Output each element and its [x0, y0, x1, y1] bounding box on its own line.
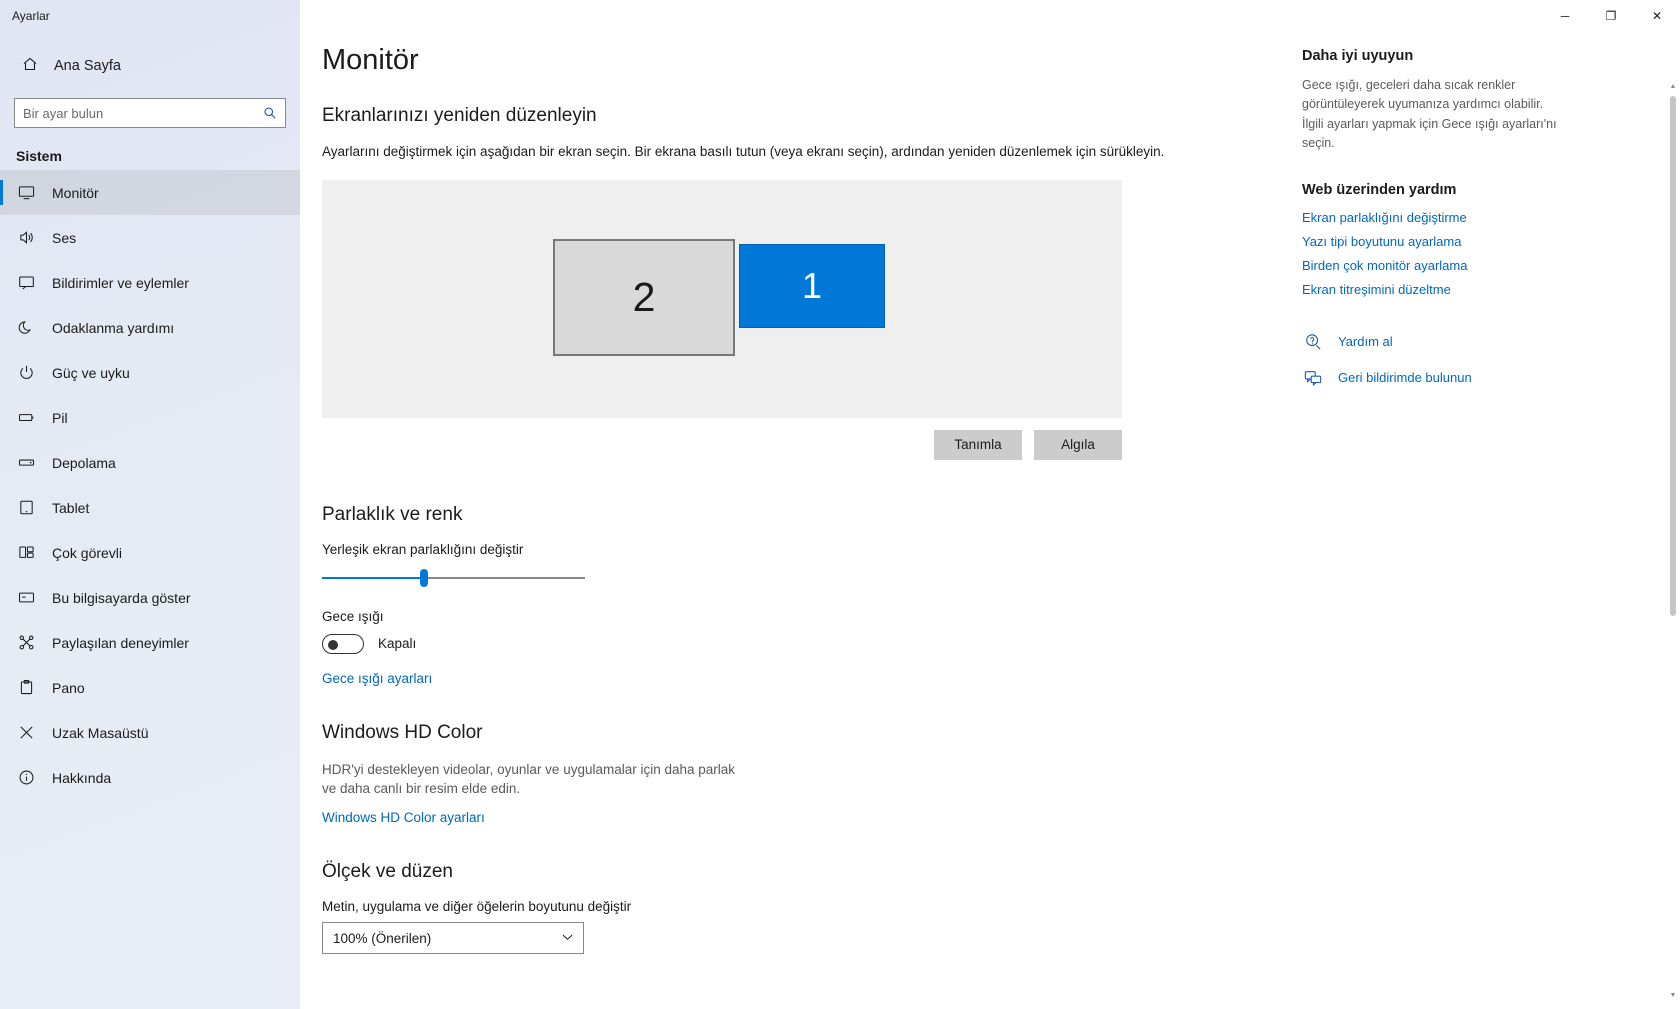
sidebar-label-focus-assist: Odaklanma yardımı: [52, 319, 175, 336]
night-light-label: Gece ışığı: [322, 608, 384, 624]
settings-column: [322, 44, 1302, 954]
sidebar-item-power-sleep[interactable]: [0, 350, 300, 395]
scroll-up-arrow[interactable]: ▲: [1669, 82, 1677, 90]
home-icon: [20, 56, 40, 76]
sidebar-item-battery[interactable]: [0, 395, 300, 440]
monitor-action-buttons: [322, 430, 1122, 460]
web-help-heading: Web üzerinden yardım: [1302, 181, 1457, 198]
search-wrapper: [0, 98, 300, 128]
sidebar-label-storage: Depolama: [52, 454, 116, 471]
speaker-icon: [16, 229, 36, 246]
sidebar-item-storage[interactable]: [0, 440, 300, 485]
sidebar-label-battery: Pil: [52, 409, 68, 426]
sidebar-section-title: Sistem: [16, 148, 62, 164]
sidebar-label-monitor: Monitör: [52, 184, 99, 201]
slider-thumb[interactable]: [420, 569, 428, 587]
remote-desktop-icon: [16, 724, 36, 741]
scale-selected-option: 100% (Önerilen): [333, 930, 432, 946]
rearrange-heading: Ekranlarınızı yeniden düzenleyin: [322, 105, 597, 126]
tablet-icon: [16, 499, 36, 516]
close-button[interactable]: ✕: [1634, 0, 1680, 32]
multitasking-icon: [16, 544, 36, 561]
scale-heading: Ölçek ve düzen: [322, 861, 453, 883]
hdr-description: HDR'yi destekleyen videolar, oyunlar ve uygulamalar için daha parlak ve daha canlı bir resim elde edin.: [322, 761, 736, 797]
brightness-slider[interactable]: [322, 567, 585, 589]
clipboard-icon: [16, 679, 36, 696]
detect-button[interactable]: Algıla: [1034, 430, 1122, 460]
sidebar-label-power-sleep: Güç ve uyku: [52, 364, 130, 381]
sidebar-label-projecting: Bu bilgisayarda göster: [52, 589, 191, 606]
sleep-heading: Daha iyi uyuyun: [1302, 48, 1414, 64]
scale-label: Metin, uygulama ve diğer öğelerin boyutunu değiştir: [322, 899, 632, 915]
sidebar: [0, 0, 300, 1009]
share-icon: [16, 634, 36, 651]
sidebar-item-about[interactable]: [0, 755, 300, 800]
battery-icon: [16, 409, 36, 426]
feedback-link[interactable]: Geri bildirimde bulunun: [1338, 370, 1472, 385]
web-help-link-brightness[interactable]: Ekran parlaklığını değiştirme: [1302, 209, 1467, 225]
page-title: Monitör: [322, 44, 419, 76]
power-icon: [16, 364, 36, 381]
maximize-button[interactable]: ❐: [1588, 0, 1634, 32]
help-icon: [1302, 331, 1324, 353]
scroll-down-arrow[interactable]: ▼: [1669, 991, 1677, 999]
info-icon: [16, 769, 36, 786]
feedback-row[interactable]: [1302, 367, 1632, 389]
web-help-link-flicker[interactable]: Ekran titreşimini düzeltme: [1302, 281, 1451, 297]
monitor-arrangement-canvas[interactable]: [322, 180, 1122, 418]
sidebar-item-clipboard[interactable]: [0, 665, 300, 710]
window-controls: [1542, 0, 1680, 32]
window-title: Ayarlar: [12, 9, 50, 23]
toggle-knob: [328, 640, 338, 650]
vertical-scrollbar[interactable]: [1666, 0, 1680, 1009]
notification-icon: [16, 274, 36, 291]
chevron-down-icon: [562, 933, 573, 944]
sidebar-home-label: Ana Sayfa: [54, 58, 121, 74]
sidebar-label-notifications: Bildirimler ve eylemler: [52, 274, 189, 291]
search-icon[interactable]: [255, 99, 285, 127]
night-light-settings-link[interactable]: Gece ışığı ayarları: [322, 670, 433, 686]
minimize-button[interactable]: ─: [1542, 0, 1588, 32]
moon-icon: [16, 319, 36, 336]
sidebar-label-sound: Ses: [52, 229, 77, 246]
sidebar-item-shared-experiences[interactable]: [0, 620, 300, 665]
brightness-heading: Parlaklık ve renk: [322, 503, 463, 525]
web-help-link-font-size[interactable]: Yazı tipi boyutunu ayarlama: [1302, 233, 1462, 249]
storage-icon: [16, 454, 36, 471]
sidebar-item-monitor[interactable]: [0, 170, 300, 215]
feedback-icon: [1302, 367, 1324, 389]
sidebar-item-remote-desktop[interactable]: [0, 710, 300, 755]
hdr-settings-link[interactable]: Windows HD Color ayarları: [322, 810, 485, 826]
sidebar-item-multitasking[interactable]: [0, 530, 300, 575]
rearrange-description: Ayarlarını değiştirmek için aşağıdan bir ekran seçin. Bir ekrana basılı tutun (veya ekranı seçin), ardından yeniden düzenlemek için sürükleyin.: [322, 144, 1165, 159]
project-icon: [16, 589, 36, 606]
search-input[interactable]: [15, 99, 255, 127]
right-rail: [1302, 44, 1632, 954]
night-light-state: Kapalı: [378, 636, 417, 652]
web-help-link-multiple-monitors[interactable]: Birden çok monitör ayarlama: [1302, 257, 1468, 273]
sidebar-item-projecting[interactable]: [0, 575, 300, 620]
get-help-row[interactable]: [1302, 331, 1632, 353]
night-light-toggle-row: [322, 634, 1302, 654]
slider-fill: [322, 577, 426, 579]
search-box[interactable]: [14, 98, 286, 128]
monitor-icon: [16, 184, 36, 201]
sidebar-nav-list: [0, 170, 300, 808]
sidebar-item-notifications[interactable]: [0, 260, 300, 305]
web-help-links: [1302, 210, 1632, 297]
monitor-tile-1[interactable]: 1: [739, 244, 885, 328]
sidebar-label-shared-experiences: Paylaşılan deneyimler: [52, 634, 189, 651]
sidebar-item-home[interactable]: [0, 48, 300, 84]
identify-button[interactable]: Tanımla: [934, 430, 1022, 460]
sidebar-label-about: Hakkında: [52, 769, 112, 786]
sidebar-label-tablet: Tablet: [52, 499, 90, 516]
sidebar-item-sound[interactable]: [0, 215, 300, 260]
sidebar-label-multitasking: Çok görevli: [52, 544, 123, 561]
sidebar-item-focus-assist[interactable]: [0, 305, 300, 350]
get-help-link[interactable]: Yardım al: [1338, 334, 1393, 349]
sleep-text: Gece ışığı, geceleri daha sıcak renkler görüntüleyerek uyumanıza yardımcı olabilir. İlgili ayarları yapmak için Gece ışığı ayarları'nı seçin.: [1302, 78, 1557, 151]
scale-dropdown[interactable]: [322, 922, 584, 954]
night-light-toggle[interactable]: [322, 634, 364, 654]
sidebar-label-remote-desktop: Uzak Masaüstü: [52, 724, 149, 741]
monitor-tile-2[interactable]: 2: [553, 239, 735, 356]
brightness-slider-label: Yerleşik ekran parlaklığını değiştir: [322, 541, 524, 557]
sidebar-item-tablet[interactable]: [0, 485, 300, 530]
sidebar-label-clipboard: Pano: [52, 679, 85, 696]
main-content: [300, 0, 1680, 1009]
hdr-heading: Windows HD Color: [322, 721, 483, 743]
scrollbar-thumb[interactable]: [1670, 96, 1676, 616]
